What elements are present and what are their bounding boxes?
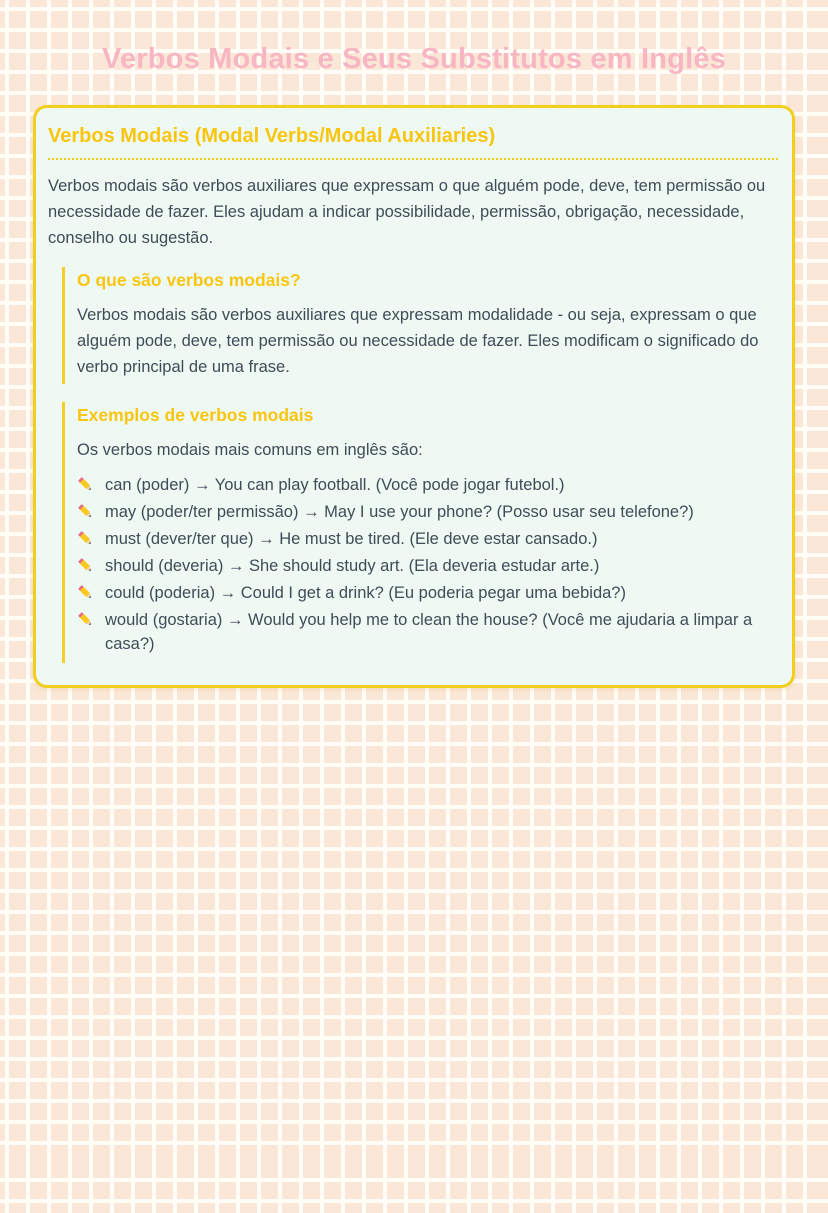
list-item (77, 527, 778, 551)
list-item (77, 554, 778, 578)
card-intro: Verbos modais são verbos auxiliares que expressam o que alguém pode, deve, tem permissão ou necessidade de fazer. Eles ajudam a indicar possibilidade, permissão, obrigação, necessidade, conselho ou sugestão. (48, 177, 766, 247)
list-item-text: should (deveria) → She should study art. (Ela deveria estudar arte.) (105, 557, 600, 575)
list-item (77, 608, 778, 656)
section-body: Verbos modais são verbos auxiliares que expressam modalidade - ou seja, expressam o que alguém pode, deve, tem permissão ou necessidade de fazer. Eles modificam o significado do verbo principal de uma frase. (77, 306, 759, 376)
section-body: Os verbos modais mais comuns em inglês são: (77, 441, 423, 459)
pencil-icon (77, 557, 95, 575)
section-heading: O que são verbos modais? (77, 270, 301, 290)
list-item (77, 500, 778, 524)
list-item-text: may (poder/ter permissão) → May I use your phone? (Posso usar seu telefone?) (105, 503, 694, 521)
section-heading: Exemplos de verbos modais (77, 405, 314, 425)
page-background (0, 42, 828, 1213)
section-what-are-modal-verbs (62, 267, 778, 384)
list-item-text: must (dever/ter que) → He must be tired. (Ele deve estar cansado.) (105, 530, 598, 548)
list-item-text: could (poderia) → Could I get a drink? (Eu poderia pegar uma bebida?) (105, 584, 626, 602)
modal-verbs-list (77, 473, 778, 656)
section-examples-of-modal-verbs (62, 402, 778, 663)
pencil-icon (77, 611, 95, 629)
pencil-icon (77, 530, 95, 548)
pencil-icon (77, 476, 95, 494)
list-item (77, 581, 778, 605)
list-item-text: would (gostaria) → Would you help me to clean the house? (Você me ajudaria a limpar a casa?) (105, 611, 753, 653)
list-item (77, 473, 778, 497)
page-title: Verbos Modais e Seus Substitutos em Inglês (102, 43, 726, 75)
pencil-icon (77, 584, 95, 602)
pencil-icon (77, 503, 95, 521)
list-item-text: can (poder) → You can play football. (Você pode jogar futebol.) (105, 476, 565, 494)
modal-verbs-card (33, 105, 795, 688)
card-heading: Verbos Modais (Modal Verbs/Modal Auxiliaries) (48, 123, 778, 160)
